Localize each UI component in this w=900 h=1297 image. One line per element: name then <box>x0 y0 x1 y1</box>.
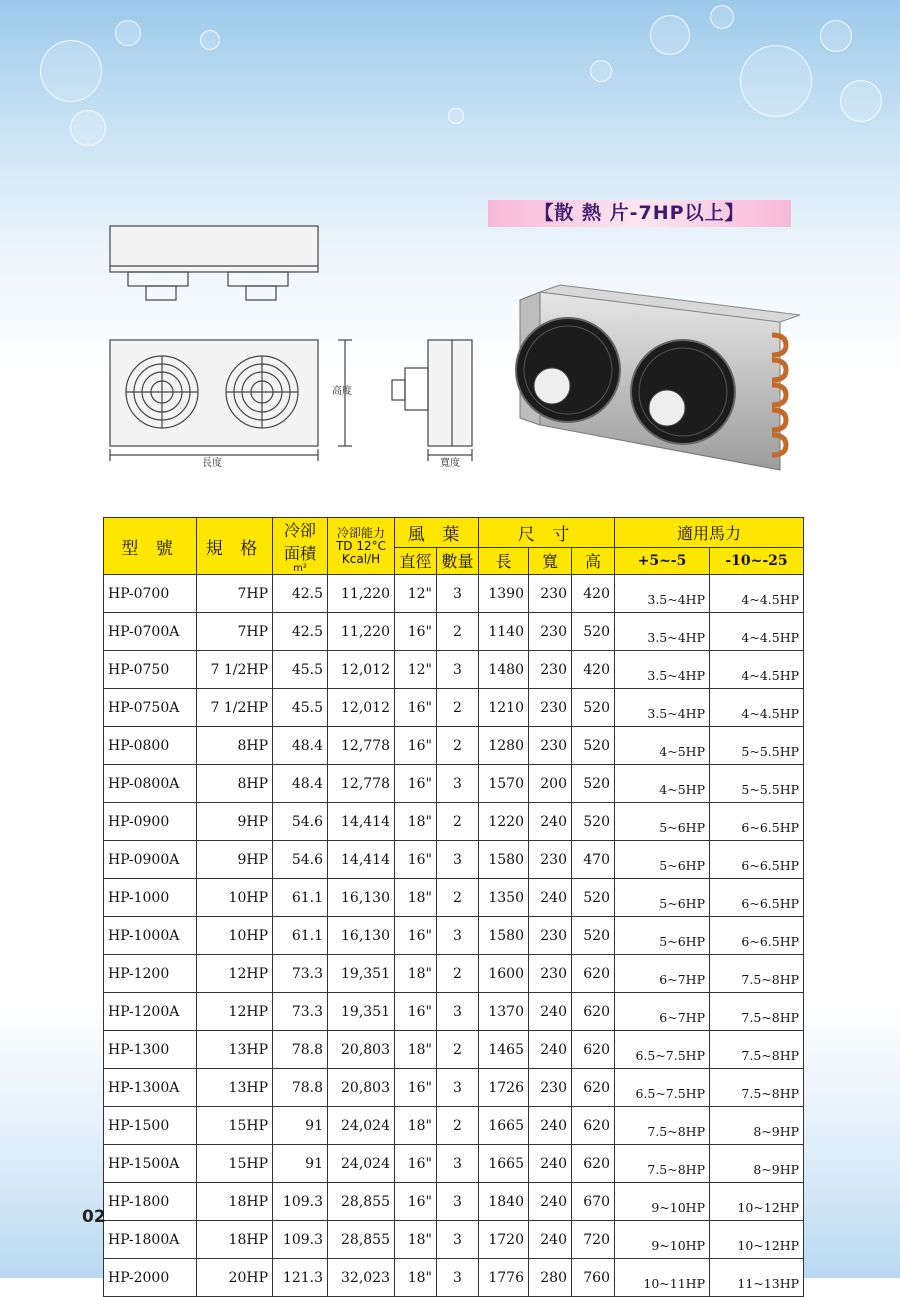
header-hp-a: +5~-5 <box>615 547 710 574</box>
cell-spec: 15HP <box>197 1145 273 1183</box>
cell-length: 1665 <box>479 1107 529 1145</box>
cell-hp-b: 6~6.5HP <box>710 879 804 917</box>
cell-fan-qty: 3 <box>437 1069 479 1107</box>
cell-width: 280 <box>529 1259 572 1297</box>
header-capacity-mid: TD 12°C <box>335 538 387 553</box>
cell-spec: 20HP <box>197 1259 273 1297</box>
cell-spec: 13HP <box>197 1031 273 1069</box>
product-photo <box>0 0 900 480</box>
cell-height: 520 <box>572 689 615 727</box>
table-row <box>104 575 804 613</box>
cell-capacity: 11,220 <box>328 613 395 651</box>
cell-model: HP-1000 <box>104 879 197 917</box>
cell-height: 760 <box>572 1259 615 1297</box>
cell-length: 1480 <box>479 651 529 689</box>
cell-spec: 12HP <box>197 993 273 1031</box>
cell-model: HP-0800A <box>104 765 197 803</box>
table-row <box>104 841 804 879</box>
cell-fan-dia: 16" <box>395 841 437 879</box>
cell-length: 1280 <box>479 727 529 765</box>
cell-hp-a: 3.5~4HP <box>615 575 710 613</box>
cell-height: 620 <box>572 993 615 1031</box>
table-row <box>104 1107 804 1145</box>
cell-height: 420 <box>572 575 615 613</box>
table-row <box>104 765 804 803</box>
cell-hp-b: 4~4.5HP <box>710 613 804 651</box>
cell-fan-qty: 3 <box>437 1183 479 1221</box>
cell-hp-a: 10~11HP <box>615 1259 710 1297</box>
cell-height: 670 <box>572 1183 615 1221</box>
cell-spec: 7HP <box>197 575 273 613</box>
table-row <box>104 1145 804 1183</box>
cell-width: 230 <box>529 727 572 765</box>
cell-height: 620 <box>572 1069 615 1107</box>
cell-height: 520 <box>572 879 615 917</box>
cell-length: 1776 <box>479 1259 529 1297</box>
cell-fan-dia: 16" <box>395 727 437 765</box>
header-capacity-top: 冷卻能力 <box>336 525 385 540</box>
cell-capacity: 28,855 <box>328 1221 395 1259</box>
cell-hp-a: 9~10HP <box>615 1183 710 1221</box>
cell-spec: 18HP <box>197 1221 273 1259</box>
cell-area: 48.4 <box>273 727 328 765</box>
header-capacity-unit: Kcal/H <box>341 551 381 566</box>
cell-area: 45.5 <box>273 651 328 689</box>
header-area-mid: 面積 <box>283 544 316 563</box>
cell-hp-a: 3.5~4HP <box>615 651 710 689</box>
cell-spec: 10HP <box>197 917 273 955</box>
cell-height: 720 <box>572 1221 615 1259</box>
cell-model: HP-0750 <box>104 651 197 689</box>
cell-spec: 18HP <box>197 1183 273 1221</box>
cell-width: 240 <box>529 1145 572 1183</box>
cell-hp-b: 11~13HP <box>710 1259 804 1297</box>
cell-model: HP-1300A <box>104 1069 197 1107</box>
cell-fan-dia: 18" <box>395 879 437 917</box>
cell-hp-a: 6.5~7.5HP <box>615 1031 710 1069</box>
cell-model: HP-1000A <box>104 917 197 955</box>
header-fan-dia: 直徑 <box>395 547 437 574</box>
cell-model: HP-0700 <box>104 575 197 613</box>
cell-height: 520 <box>572 727 615 765</box>
cell-height: 620 <box>572 1145 615 1183</box>
cell-fan-dia: 18" <box>395 1107 437 1145</box>
table-row <box>104 955 804 993</box>
cell-length: 1580 <box>479 917 529 955</box>
header-size-w: 寬 <box>529 547 572 574</box>
header-hp: 適用馬力 <box>615 518 804 548</box>
cell-hp-a: 9~10HP <box>615 1221 710 1259</box>
cell-spec: 8HP <box>197 727 273 765</box>
cell-fan-qty: 2 <box>437 879 479 917</box>
cell-capacity: 14,414 <box>328 803 395 841</box>
cell-fan-dia: 12" <box>395 575 437 613</box>
cell-capacity: 24,024 <box>328 1145 395 1183</box>
header-spec: 規 格 <box>197 518 273 575</box>
cell-fan-qty: 3 <box>437 1221 479 1259</box>
cell-width: 240 <box>529 879 572 917</box>
cell-area: 61.1 <box>273 917 328 955</box>
cell-fan-qty: 2 <box>437 1107 479 1145</box>
cell-capacity: 19,351 <box>328 993 395 1031</box>
cell-capacity: 11,220 <box>328 575 395 613</box>
cell-length: 1390 <box>479 575 529 613</box>
cell-width: 240 <box>529 1221 572 1259</box>
cell-area: 109.3 <box>273 1221 328 1259</box>
cell-hp-b: 8~9HP <box>710 1145 804 1183</box>
cell-area: 45.5 <box>273 689 328 727</box>
cell-height: 420 <box>572 651 615 689</box>
cell-area: 73.3 <box>273 955 328 993</box>
cell-hp-b: 6~6.5HP <box>710 803 804 841</box>
cell-width: 240 <box>529 803 572 841</box>
cell-fan-qty: 3 <box>437 917 479 955</box>
cell-fan-qty: 3 <box>437 575 479 613</box>
cell-area: 78.8 <box>273 1031 328 1069</box>
cell-hp-a: 6~7HP <box>615 955 710 993</box>
cell-hp-b: 8~9HP <box>710 1107 804 1145</box>
cell-length: 1580 <box>479 841 529 879</box>
header-area-top: 冷卻 <box>283 521 316 540</box>
header-hp-b: -10~-25 <box>710 547 804 574</box>
cell-capacity: 12,778 <box>328 727 395 765</box>
table-row <box>104 993 804 1031</box>
cell-spec: 7 1/2HP <box>197 689 273 727</box>
cell-height: 620 <box>572 955 615 993</box>
spec-table-body <box>104 575 804 1297</box>
cell-model: HP-0750A <box>104 689 197 727</box>
cell-hp-a: 7.5~8HP <box>615 1107 710 1145</box>
cell-length: 1840 <box>479 1183 529 1221</box>
cell-fan-dia: 16" <box>395 1183 437 1221</box>
cell-hp-a: 3.5~4HP <box>615 689 710 727</box>
cell-fan-qty: 3 <box>437 765 479 803</box>
cell-model: HP-1800A <box>104 1221 197 1259</box>
cell-hp-b: 5~5.5HP <box>710 727 804 765</box>
header-fan: 風 葉 <box>395 518 479 548</box>
cell-spec: 15HP <box>197 1107 273 1145</box>
page-number: 02 <box>82 1207 106 1227</box>
cell-fan-qty: 2 <box>437 727 479 765</box>
cell-area: 61.1 <box>273 879 328 917</box>
cell-width: 230 <box>529 613 572 651</box>
cell-hp-b: 7.5~8HP <box>710 1069 804 1107</box>
cell-model: HP-1200A <box>104 993 197 1031</box>
cell-fan-qty: 3 <box>437 841 479 879</box>
cell-model: HP-1300 <box>104 1031 197 1069</box>
cell-hp-b: 4~4.5HP <box>710 651 804 689</box>
cell-fan-dia: 16" <box>395 917 437 955</box>
cell-hp-a: 4~5HP <box>615 765 710 803</box>
cell-height: 620 <box>572 1107 615 1145</box>
table-row <box>104 689 804 727</box>
cell-model: HP-1500A <box>104 1145 197 1183</box>
cell-spec: 10HP <box>197 879 273 917</box>
cell-length: 1350 <box>479 879 529 917</box>
cell-spec: 8HP <box>197 765 273 803</box>
cell-hp-b: 6~6.5HP <box>710 917 804 955</box>
cell-capacity: 12,778 <box>328 765 395 803</box>
cell-hp-a: 3.5~4HP <box>615 613 710 651</box>
cell-model: HP-1800 <box>104 1183 197 1221</box>
cell-capacity: 14,414 <box>328 841 395 879</box>
cell-area: 42.5 <box>273 613 328 651</box>
cell-width: 240 <box>529 1107 572 1145</box>
table-row <box>104 1259 804 1297</box>
cell-width: 230 <box>529 841 572 879</box>
cell-hp-a: 6.5~7.5HP <box>615 1069 710 1107</box>
cell-fan-dia: 18" <box>395 1031 437 1069</box>
cell-fan-qty: 2 <box>437 613 479 651</box>
cell-spec: 7HP <box>197 613 273 651</box>
cell-capacity: 20,803 <box>328 1031 395 1069</box>
cell-hp-b: 10~12HP <box>710 1183 804 1221</box>
cell-area: 42.5 <box>273 575 328 613</box>
cell-width: 230 <box>529 575 572 613</box>
cell-width: 200 <box>529 765 572 803</box>
table-row <box>104 879 804 917</box>
header-fan-qty: 數量 <box>437 547 479 574</box>
cell-hp-a: 5~6HP <box>615 803 710 841</box>
cell-fan-qty: 2 <box>437 955 479 993</box>
table-row <box>104 803 804 841</box>
cell-area: 91 <box>273 1145 328 1183</box>
cell-fan-qty: 2 <box>437 689 479 727</box>
cell-fan-qty: 2 <box>437 1031 479 1069</box>
cell-fan-dia: 18" <box>395 955 437 993</box>
cell-height: 520 <box>572 917 615 955</box>
cell-area: 73.3 <box>273 993 328 1031</box>
cell-hp-b: 4~4.5HP <box>710 689 804 727</box>
table-row <box>104 613 804 651</box>
cell-fan-qty: 3 <box>437 993 479 1031</box>
cell-width: 230 <box>529 1069 572 1107</box>
length-label: 長度 <box>202 458 222 469</box>
cell-length: 1665 <box>479 1145 529 1183</box>
cell-length: 1370 <box>479 993 529 1031</box>
spec-table <box>103 517 804 1297</box>
cell-height: 470 <box>572 841 615 879</box>
cell-hp-a: 4~5HP <box>615 727 710 765</box>
cell-hp-a: 7.5~8HP <box>615 1145 710 1183</box>
cell-area: 91 <box>273 1107 328 1145</box>
cell-fan-dia: 16" <box>395 613 437 651</box>
cell-fan-dia: 16" <box>395 993 437 1031</box>
cell-length: 1600 <box>479 955 529 993</box>
cell-fan-qty: 2 <box>437 803 479 841</box>
cell-fan-qty: 3 <box>437 1145 479 1183</box>
cell-fan-dia: 16" <box>395 765 437 803</box>
cell-length: 1726 <box>479 1069 529 1107</box>
cell-length: 1570 <box>479 765 529 803</box>
cell-area: 48.4 <box>273 765 328 803</box>
cell-model: HP-1200 <box>104 955 197 993</box>
cell-area: 109.3 <box>273 1183 328 1221</box>
cell-hp-a: 5~6HP <box>615 841 710 879</box>
cell-model: HP-1500 <box>104 1107 197 1145</box>
cell-height: 520 <box>572 613 615 651</box>
table-row <box>104 727 804 765</box>
cell-width: 240 <box>529 1031 572 1069</box>
header-size: 尺 寸 <box>479 518 615 548</box>
table-row <box>104 917 804 955</box>
cell-hp-a: 6~7HP <box>615 993 710 1031</box>
cell-area: 121.3 <box>273 1259 328 1297</box>
header-size-h: 高 <box>572 547 615 574</box>
cell-spec: 12HP <box>197 955 273 993</box>
cell-height: 520 <box>572 765 615 803</box>
cell-fan-dia: 18" <box>395 1259 437 1297</box>
cell-spec: 9HP <box>197 803 273 841</box>
cell-hp-b: 10~12HP <box>710 1221 804 1259</box>
cell-model: HP-0900A <box>104 841 197 879</box>
cell-capacity: 12,012 <box>328 651 395 689</box>
cell-hp-b: 5~5.5HP <box>710 765 804 803</box>
cell-spec: 13HP <box>197 1069 273 1107</box>
cell-capacity: 16,130 <box>328 917 395 955</box>
section-title: 【散 熱 片-7HP以上】 <box>488 200 791 227</box>
cell-hp-b: 7.5~8HP <box>710 993 804 1031</box>
cell-width: 230 <box>529 955 572 993</box>
cell-capacity: 16,130 <box>328 879 395 917</box>
cell-capacity: 28,855 <box>328 1183 395 1221</box>
cell-area: 54.6 <box>273 841 328 879</box>
cell-fan-dia: 16" <box>395 1145 437 1183</box>
cell-width: 230 <box>529 917 572 955</box>
cell-hp-b: 7.5~8HP <box>710 1031 804 1069</box>
cell-model: HP-0900 <box>104 803 197 841</box>
header-size-l: 長 <box>479 547 529 574</box>
cell-hp-a: 5~6HP <box>615 879 710 917</box>
table-row <box>104 651 804 689</box>
cell-fan-dia: 16" <box>395 1069 437 1107</box>
cell-fan-dia: 18" <box>395 803 437 841</box>
table-row <box>104 1183 804 1221</box>
cell-hp-b: 6~6.5HP <box>710 841 804 879</box>
cell-width: 240 <box>529 993 572 1031</box>
cell-hp-a: 5~6HP <box>615 917 710 955</box>
cell-hp-b: 7.5~8HP <box>710 955 804 993</box>
cell-length: 1465 <box>479 1031 529 1069</box>
cell-fan-dia: 12" <box>395 651 437 689</box>
cell-model: HP-2000 <box>104 1259 197 1297</box>
cell-spec: 9HP <box>197 841 273 879</box>
header-model: 型 號 <box>104 518 197 575</box>
cell-capacity: 12,012 <box>328 689 395 727</box>
cell-fan-qty: 3 <box>437 1259 479 1297</box>
cell-capacity: 20,803 <box>328 1069 395 1107</box>
cell-length: 1720 <box>479 1221 529 1259</box>
table-row <box>104 1031 804 1069</box>
height-label: 高度 <box>332 386 352 397</box>
cell-height: 620 <box>572 1031 615 1069</box>
cell-width: 240 <box>529 1183 572 1221</box>
cell-width: 230 <box>529 651 572 689</box>
table-row <box>104 1221 804 1259</box>
cell-capacity: 32,023 <box>328 1259 395 1297</box>
cell-length: 1220 <box>479 803 529 841</box>
header-area-unit: m² <box>293 563 307 574</box>
cell-capacity: 19,351 <box>328 955 395 993</box>
cell-model: HP-0700A <box>104 613 197 651</box>
header-capacity <box>328 518 395 575</box>
cell-hp-b: 4~4.5HP <box>710 575 804 613</box>
cell-spec: 7 1/2HP <box>197 651 273 689</box>
width-label: 寬度 <box>440 458 460 469</box>
cell-area: 54.6 <box>273 803 328 841</box>
cell-length: 1140 <box>479 613 529 651</box>
cell-area: 78.8 <box>273 1069 328 1107</box>
cell-fan-qty: 3 <box>437 651 479 689</box>
table-row <box>104 1069 804 1107</box>
cell-capacity: 24,024 <box>328 1107 395 1145</box>
cell-length: 1210 <box>479 689 529 727</box>
cell-width: 230 <box>529 689 572 727</box>
cell-model: HP-0800 <box>104 727 197 765</box>
cell-fan-dia: 18" <box>395 1221 437 1259</box>
cell-height: 520 <box>572 803 615 841</box>
header-area <box>273 518 328 575</box>
cell-fan-dia: 16" <box>395 689 437 727</box>
